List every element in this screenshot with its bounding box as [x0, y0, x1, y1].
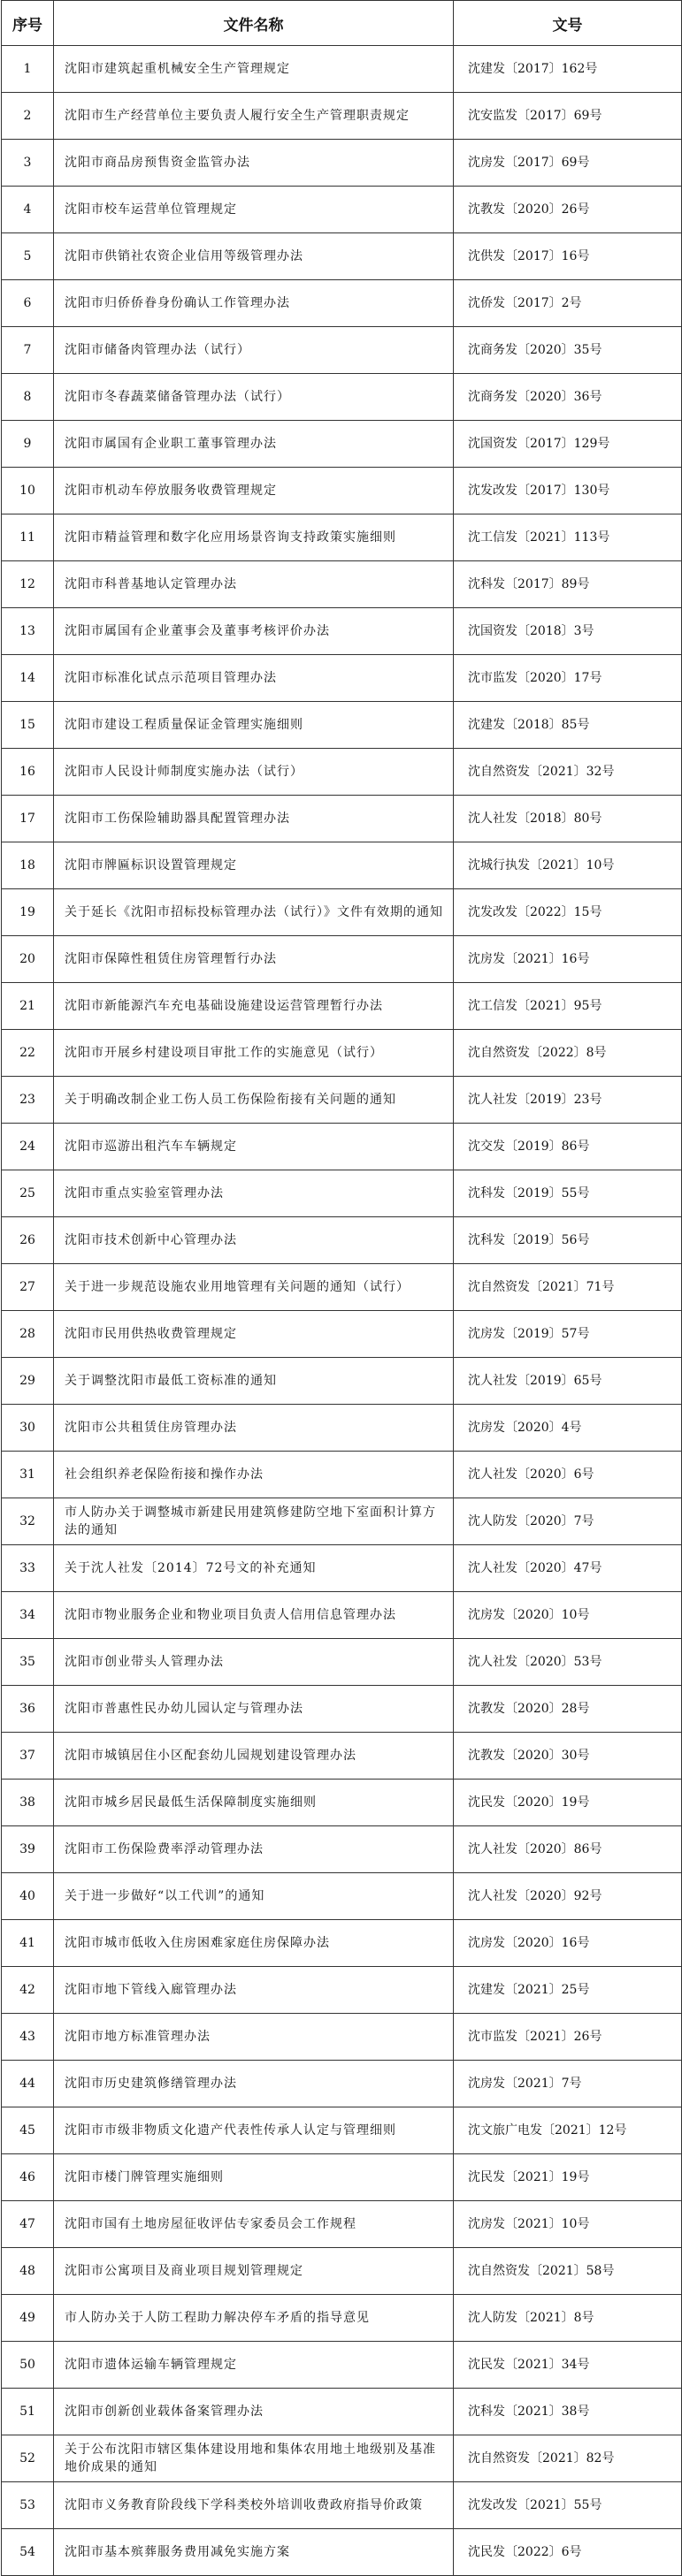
row-document-name: 沈阳市新能源汽车充电基础设施建设运营管理暂行办法 — [54, 983, 454, 1030]
row-serial-number: 17 — [2, 796, 54, 842]
row-serial-number: 42 — [2, 1967, 54, 2014]
row-document-number: 沈工信发〔2021〕113号 — [454, 514, 682, 561]
row-document-name: 沈阳市重点实验室管理办法 — [54, 1170, 454, 1217]
row-serial-number: 34 — [2, 1592, 54, 1639]
row-serial-number: 23 — [2, 1077, 54, 1124]
row-document-name: 沈阳市创新创业载体备案管理办法 — [54, 2389, 454, 2435]
row-document-name: 沈阳市生产经营单位主要负责人履行安全生产管理职责规定 — [54, 93, 454, 140]
table-row — [2, 1780, 682, 1826]
row-document-number: 沈交发〔2019〕86号 — [454, 1124, 682, 1170]
row-serial-number: 32 — [2, 1498, 54, 1545]
row-serial-number: 14 — [2, 655, 54, 702]
row-serial-number: 21 — [2, 983, 54, 1030]
table-row — [2, 93, 682, 140]
row-document-name: 沈阳市校车运营单位管理规定 — [54, 187, 454, 233]
header-document-number: 文号 — [454, 1, 682, 46]
row-document-number: 沈市监发〔2021〕26号 — [454, 2014, 682, 2061]
row-document-number: 沈人防发〔2020〕7号 — [454, 1498, 682, 1545]
row-document-number: 沈发改发〔2022〕15号 — [454, 889, 682, 936]
row-document-name: 沈阳市楼门牌管理实施细则 — [54, 2154, 454, 2201]
table-row — [2, 749, 682, 796]
row-document-name: 沈阳市牌匾标识设置管理规定 — [54, 842, 454, 889]
row-document-name: 沈阳市属国有企业职工董事管理办法 — [54, 421, 454, 468]
table-row — [2, 2201, 682, 2248]
row-serial-number: 4 — [2, 187, 54, 233]
row-document-number: 沈人社发〔2018〕80号 — [454, 796, 682, 842]
table-row — [2, 2107, 682, 2154]
row-document-number: 沈侨发〔2017〕2号 — [454, 280, 682, 327]
table-row — [2, 1264, 682, 1311]
row-document-number: 沈科发〔2019〕56号 — [454, 1217, 682, 1264]
row-serial-number: 37 — [2, 1733, 54, 1780]
table-row — [2, 46, 682, 93]
row-document-name: 沈阳市基本殡葬服务费用减免实施方案 — [54, 2529, 454, 2576]
table-row — [2, 608, 682, 655]
row-document-name: 沈阳市科普基地认定管理办法 — [54, 561, 454, 608]
row-serial-number: 47 — [2, 2201, 54, 2248]
table-row — [2, 233, 682, 280]
row-document-number: 沈民发〔2020〕19号 — [454, 1780, 682, 1826]
row-document-number: 沈人社发〔2020〕92号 — [454, 1873, 682, 1920]
row-serial-number: 11 — [2, 514, 54, 561]
table-row — [2, 1733, 682, 1780]
table-row — [2, 842, 682, 889]
row-serial-number: 7 — [2, 327, 54, 374]
document-list-table — [1, 0, 682, 2576]
row-document-name: 沈阳市冬春蔬菜储备管理办法（试行） — [54, 374, 454, 421]
table-row — [2, 374, 682, 421]
table-row — [2, 187, 682, 233]
row-document-number: 沈自然资发〔2021〕82号 — [454, 2435, 682, 2482]
row-serial-number: 3 — [2, 140, 54, 187]
table-row — [2, 936, 682, 983]
row-serial-number: 35 — [2, 1639, 54, 1686]
table-row — [2, 796, 682, 842]
row-serial-number: 1 — [2, 46, 54, 93]
row-document-number: 沈科发〔2019〕55号 — [454, 1170, 682, 1217]
row-document-name: 沈阳市物业服务企业和物业项目负责人信用信息管理办法 — [54, 1592, 454, 1639]
row-document-name: 沈阳市城乡居民最低生活保障制度实施细则 — [54, 1780, 454, 1826]
table-row — [2, 1967, 682, 2014]
row-serial-number: 45 — [2, 2107, 54, 2154]
row-document-number: 沈人社发〔2020〕86号 — [454, 1826, 682, 1873]
table-row — [2, 2061, 682, 2107]
row-serial-number: 40 — [2, 1873, 54, 1920]
row-serial-number: 33 — [2, 1545, 54, 1592]
row-document-name: 沈阳市机动车停放服务收费管理规定 — [54, 468, 454, 514]
row-document-number: 沈商务发〔2020〕36号 — [454, 374, 682, 421]
header-document-name: 文件名称 — [54, 1, 454, 46]
table-row — [2, 2342, 682, 2389]
row-document-number: 沈人社发〔2019〕65号 — [454, 1358, 682, 1405]
row-serial-number: 9 — [2, 421, 54, 468]
table-row — [2, 1592, 682, 1639]
row-serial-number: 52 — [2, 2435, 54, 2482]
row-document-name: 沈阳市精益管理和数字化应用场景咨询支持政策实施细则 — [54, 514, 454, 561]
row-serial-number: 53 — [2, 2482, 54, 2529]
row-serial-number: 5 — [2, 233, 54, 280]
row-serial-number: 44 — [2, 2061, 54, 2107]
row-serial-number: 19 — [2, 889, 54, 936]
table-row — [2, 1545, 682, 1592]
row-serial-number: 18 — [2, 842, 54, 889]
row-serial-number: 27 — [2, 1264, 54, 1311]
row-serial-number: 16 — [2, 749, 54, 796]
table-row — [2, 1358, 682, 1405]
row-document-number: 沈房发〔2017〕69号 — [454, 140, 682, 187]
row-serial-number: 49 — [2, 2295, 54, 2342]
row-serial-number: 26 — [2, 1217, 54, 1264]
row-document-number: 沈人防发〔2021〕8号 — [454, 2295, 682, 2342]
row-document-name: 沈阳市地下管线入廊管理办法 — [54, 1967, 454, 2014]
row-document-number: 沈发改发〔2021〕55号 — [454, 2482, 682, 2529]
row-serial-number: 13 — [2, 608, 54, 655]
row-document-name: 沈阳市工伤保险辅助器具配置管理办法 — [54, 796, 454, 842]
row-document-number: 沈城行执发〔2021〕10号 — [454, 842, 682, 889]
table-row — [2, 468, 682, 514]
table-row — [2, 2014, 682, 2061]
table-row — [2, 1826, 682, 1873]
row-serial-number: 43 — [2, 2014, 54, 2061]
table-row — [2, 1030, 682, 1077]
row-document-number: 沈自然资发〔2022〕8号 — [454, 1030, 682, 1077]
row-document-number: 沈民发〔2021〕34号 — [454, 2342, 682, 2389]
row-document-number: 沈科发〔2017〕89号 — [454, 561, 682, 608]
table-row — [2, 2248, 682, 2295]
row-document-number: 沈自然资发〔2021〕32号 — [454, 749, 682, 796]
row-document-number: 沈国资发〔2017〕129号 — [454, 421, 682, 468]
table-row — [2, 140, 682, 187]
table-row — [2, 327, 682, 374]
row-document-name: 沈阳市技术创新中心管理办法 — [54, 1217, 454, 1264]
row-document-number: 沈文旅广电发〔2021〕12号 — [454, 2107, 682, 2154]
table-row — [2, 1170, 682, 1217]
row-document-number: 沈人社发〔2019〕23号 — [454, 1077, 682, 1124]
table-row — [2, 2389, 682, 2435]
table-row — [2, 702, 682, 749]
row-document-number: 沈教发〔2020〕26号 — [454, 187, 682, 233]
row-document-number: 沈房发〔2021〕7号 — [454, 2061, 682, 2107]
row-document-number: 沈发改发〔2017〕130号 — [454, 468, 682, 514]
row-document-name: 沈阳市保障性租赁住房管理暂行办法 — [54, 936, 454, 983]
row-document-number: 沈房发〔2020〕16号 — [454, 1920, 682, 1967]
table-row — [2, 655, 682, 702]
row-serial-number: 39 — [2, 1826, 54, 1873]
table-row — [2, 2154, 682, 2201]
table-row — [2, 2529, 682, 2576]
table-row — [2, 1452, 682, 1498]
row-serial-number: 54 — [2, 2529, 54, 2576]
row-document-number: 沈工信发〔2021〕95号 — [454, 983, 682, 1030]
row-serial-number: 30 — [2, 1405, 54, 1452]
row-document-number: 沈民发〔2021〕19号 — [454, 2154, 682, 2201]
row-document-name: 沈阳市归侨侨眷身份确认工作管理办法 — [54, 280, 454, 327]
row-document-name: 沈阳市商品房预售资金监管办法 — [54, 140, 454, 187]
row-serial-number: 2 — [2, 93, 54, 140]
row-document-name: 沈阳市建筑起重机械安全生产管理规定 — [54, 46, 454, 93]
table-row — [2, 514, 682, 561]
row-document-name: 关于公布沈阳市辖区集体建设用地和集体农用地土地级别及基准地价成果的通知 — [54, 2435, 454, 2482]
row-document-number: 沈供发〔2017〕16号 — [454, 233, 682, 280]
row-document-name: 社会组织养老保险衔接和操作办法 — [54, 1452, 454, 1498]
row-document-name: 沈阳市地方标准管理办法 — [54, 2014, 454, 2061]
row-document-number: 沈教发〔2020〕28号 — [454, 1686, 682, 1733]
row-document-name: 沈阳市建设工程质量保证金管理实施细则 — [54, 702, 454, 749]
table-row — [2, 1077, 682, 1124]
row-document-name: 市人防办关于调整城市新建民用建筑修建防空地下室面积计算方法的通知 — [54, 1498, 454, 1545]
row-document-number: 沈人社发〔2020〕6号 — [454, 1452, 682, 1498]
row-document-number: 沈商务发〔2020〕35号 — [454, 327, 682, 374]
table-row — [2, 2482, 682, 2529]
row-document-number: 沈国资发〔2018〕3号 — [454, 608, 682, 655]
table-row — [2, 1873, 682, 1920]
row-document-name: 沈阳市标准化试点示范项目管理办法 — [54, 655, 454, 702]
row-document-number: 沈科发〔2021〕38号 — [454, 2389, 682, 2435]
row-document-number: 沈教发〔2020〕30号 — [454, 1733, 682, 1780]
row-document-number: 沈民发〔2022〕6号 — [454, 2529, 682, 2576]
row-serial-number: 48 — [2, 2248, 54, 2295]
row-document-name: 沈阳市遗体运输车辆管理规定 — [54, 2342, 454, 2389]
row-serial-number: 50 — [2, 2342, 54, 2389]
row-document-name: 关于进一步做好“以工代训”的通知 — [54, 1873, 454, 1920]
row-document-number: 沈人社发〔2020〕53号 — [454, 1639, 682, 1686]
row-document-number: 沈自然资发〔2021〕58号 — [454, 2248, 682, 2295]
row-document-name: 沈阳市公共租赁住房管理办法 — [54, 1405, 454, 1452]
row-document-name: 沈阳市历史建筑修缮管理办法 — [54, 2061, 454, 2107]
table-row — [2, 1920, 682, 1967]
row-serial-number: 22 — [2, 1030, 54, 1077]
row-document-number: 沈房发〔2021〕16号 — [454, 936, 682, 983]
row-document-name: 关于明确改制企业工伤人员工伤保险衔接有关问题的通知 — [54, 1077, 454, 1124]
table-row — [2, 1124, 682, 1170]
table-row — [2, 1311, 682, 1358]
table-header-row — [2, 1, 682, 46]
table-row — [2, 2435, 682, 2482]
row-document-number: 沈房发〔2019〕57号 — [454, 1311, 682, 1358]
row-document-number: 沈房发〔2020〕4号 — [454, 1405, 682, 1452]
row-document-name: 沈阳市城市低收入住房困难家庭住房保障办法 — [54, 1920, 454, 1967]
row-document-name: 沈阳市民用供热收费管理规定 — [54, 1311, 454, 1358]
row-serial-number: 51 — [2, 2389, 54, 2435]
row-document-name: 沈阳市创业带头人管理办法 — [54, 1639, 454, 1686]
table-row — [2, 1639, 682, 1686]
row-serial-number: 24 — [2, 1124, 54, 1170]
row-serial-number: 46 — [2, 2154, 54, 2201]
table-row — [2, 983, 682, 1030]
row-document-number: 沈房发〔2020〕10号 — [454, 1592, 682, 1639]
row-serial-number: 29 — [2, 1358, 54, 1405]
table-row — [2, 1405, 682, 1452]
row-serial-number: 36 — [2, 1686, 54, 1733]
row-document-name: 沈阳市工伤保险费率浮动管理办法 — [54, 1826, 454, 1873]
row-document-number: 沈房发〔2021〕10号 — [454, 2201, 682, 2248]
row-document-name: 沈阳市属国有企业董事会及董事考核评价办法 — [54, 608, 454, 655]
row-document-number: 沈市监发〔2020〕17号 — [454, 655, 682, 702]
row-document-number: 沈建发〔2021〕25号 — [454, 1967, 682, 2014]
row-serial-number: 41 — [2, 1920, 54, 1967]
row-serial-number: 8 — [2, 374, 54, 421]
table-row — [2, 421, 682, 468]
row-serial-number: 31 — [2, 1452, 54, 1498]
row-serial-number: 15 — [2, 702, 54, 749]
row-document-name: 沈阳市市级非物质文化遗产代表性传承人认定与管理细则 — [54, 2107, 454, 2154]
row-document-number: 沈建发〔2018〕85号 — [454, 702, 682, 749]
row-document-number: 沈自然资发〔2021〕71号 — [454, 1264, 682, 1311]
row-document-name: 关于沈人社发〔2014〕72号文的补充通知 — [54, 1545, 454, 1592]
table-row — [2, 1686, 682, 1733]
row-serial-number: 10 — [2, 468, 54, 514]
row-document-name: 沈阳市国有土地房屋征收评估专家委员会工作规程 — [54, 2201, 454, 2248]
table-row — [2, 1217, 682, 1264]
row-document-name: 关于进一步规范设施农业用地管理有关问题的通知（试行） — [54, 1264, 454, 1311]
table-row — [2, 2295, 682, 2342]
row-serial-number: 28 — [2, 1311, 54, 1358]
row-document-name: 沈阳市公寓项目及商业项目规划管理规定 — [54, 2248, 454, 2295]
row-serial-number: 38 — [2, 1780, 54, 1826]
row-document-name: 沈阳市巡游出租汽车车辆规定 — [54, 1124, 454, 1170]
row-document-name: 沈阳市供销社农资企业信用等级管理办法 — [54, 233, 454, 280]
row-serial-number: 12 — [2, 561, 54, 608]
table-body — [2, 46, 682, 2576]
header-serial-number: 序号 — [2, 1, 54, 46]
row-document-name: 市人防办关于人防工程助力解决停车矛盾的指导意见 — [54, 2295, 454, 2342]
row-document-number: 沈人社发〔2020〕47号 — [454, 1545, 682, 1592]
row-document-name: 沈阳市城镇居住小区配套幼儿园规划建设管理办法 — [54, 1733, 454, 1780]
row-serial-number: 25 — [2, 1170, 54, 1217]
row-document-name: 沈阳市开展乡村建设项目审批工作的实施意见（试行） — [54, 1030, 454, 1077]
row-document-number: 沈建发〔2017〕162号 — [454, 46, 682, 93]
row-document-name: 关于延长《沈阳市招标投标管理办法（试行）》文件有效期的通知 — [54, 889, 454, 936]
row-document-name: 沈阳市人民设计师制度实施办法（试行） — [54, 749, 454, 796]
table-row — [2, 561, 682, 608]
row-document-name: 沈阳市义务教育阶段线下学科类校外培训收费政府指导价政策 — [54, 2482, 454, 2529]
table-row — [2, 280, 682, 327]
row-serial-number: 6 — [2, 280, 54, 327]
row-document-name: 沈阳市普惠性民办幼儿园认定与管理办法 — [54, 1686, 454, 1733]
row-document-number: 沈安监发〔2017〕69号 — [454, 93, 682, 140]
row-serial-number: 20 — [2, 936, 54, 983]
row-document-name: 关于调整沈阳市最低工资标准的通知 — [54, 1358, 454, 1405]
table-row — [2, 889, 682, 936]
table-row — [2, 1498, 682, 1545]
row-document-name: 沈阳市储备肉管理办法（试行） — [54, 327, 454, 374]
